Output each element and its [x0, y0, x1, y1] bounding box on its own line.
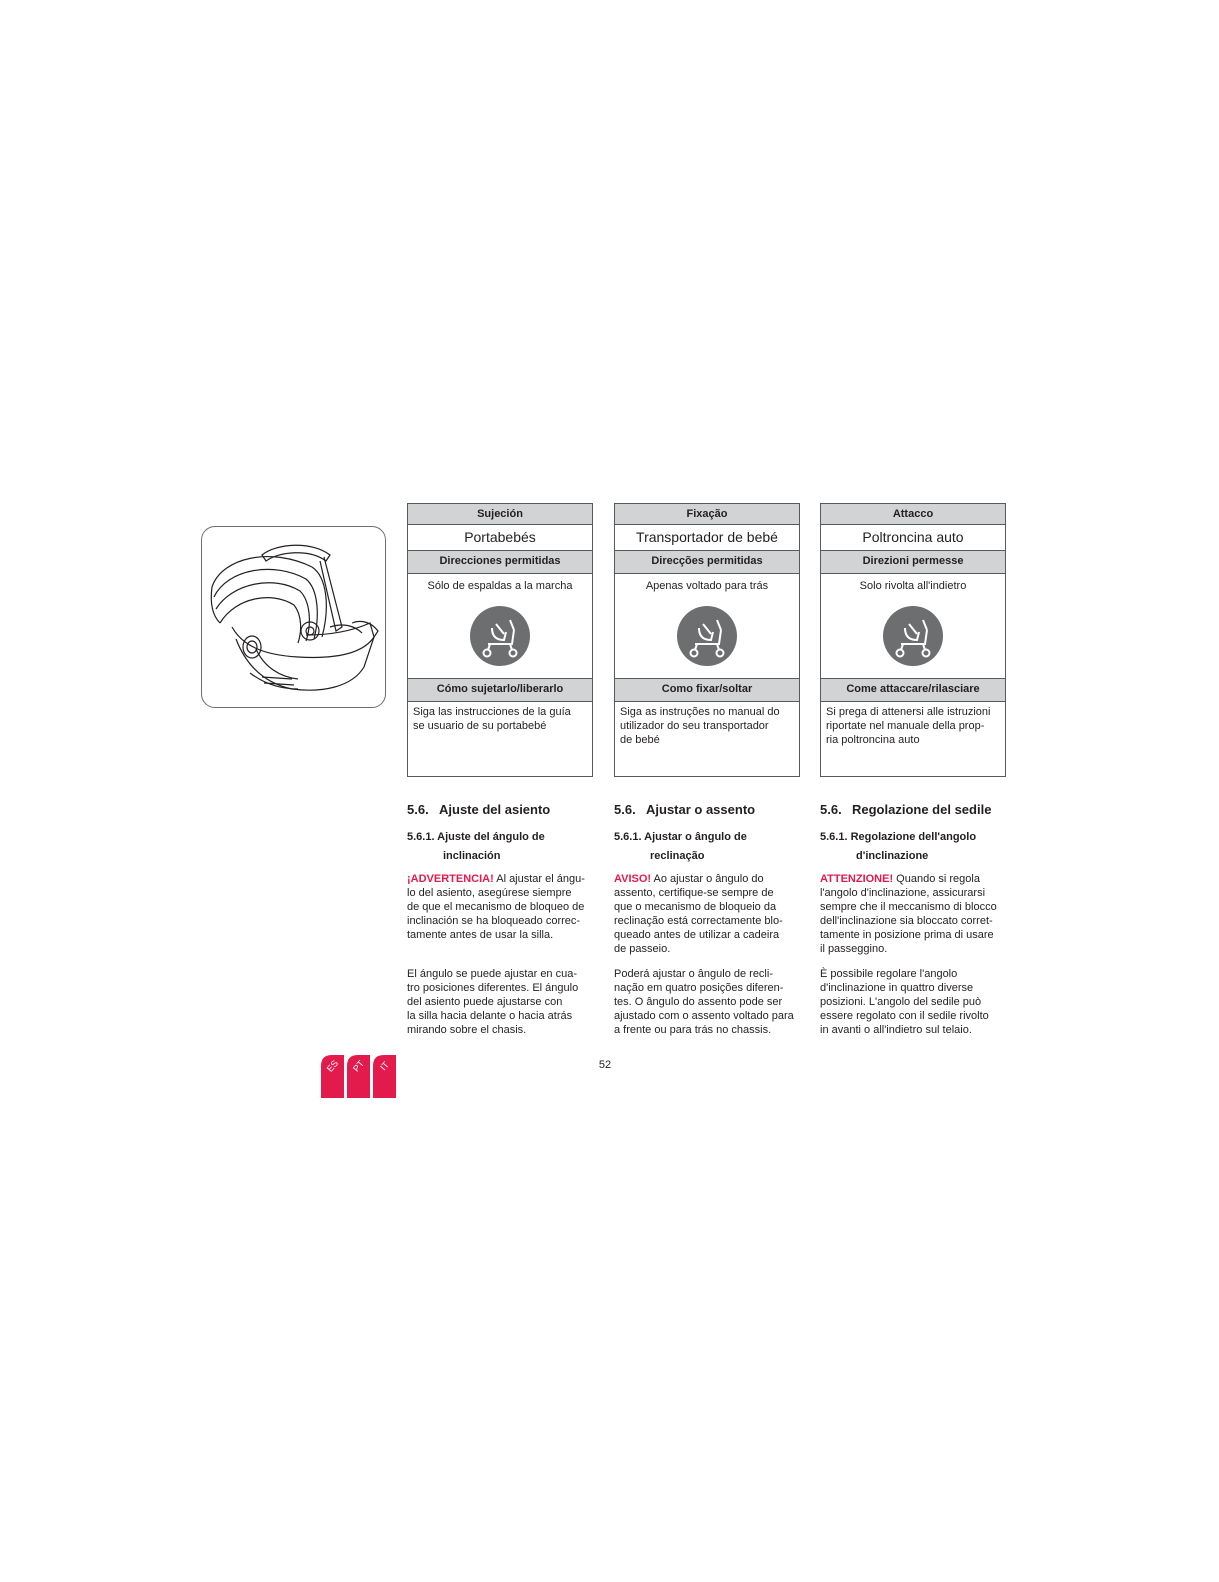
section-number: 5.6. — [614, 802, 636, 817]
warning-label: ATTENZIONE! — [820, 873, 894, 885]
attachment-table-it — [820, 503, 1006, 777]
car-seat-illustration — [201, 526, 386, 708]
text-line: sempre che il meccanismo di blocco — [820, 901, 997, 913]
text-line: l'angolo d'inclinazione, assicurarsi — [820, 887, 986, 899]
language-tab-label: PT — [350, 1058, 367, 1074]
section-column-pt — [614, 800, 804, 1036]
text-line: El ángulo se puede ajustar en cua- — [407, 968, 578, 980]
text-line: lo del asiento, asegúrese siempre — [407, 887, 572, 899]
warning-label: AVISO! — [614, 873, 652, 885]
subsection-line: reclinação — [650, 850, 705, 862]
table-header: Fixação — [615, 504, 799, 525]
subsection-line: 5.6.1. Ajustar o ângulo de — [614, 831, 747, 843]
how-to-text — [821, 702, 1005, 747]
section-number: 5.6. — [820, 802, 842, 817]
warning-paragraph — [820, 872, 1010, 956]
how-to-text — [615, 702, 799, 747]
section-heading — [820, 802, 1010, 817]
subsection-heading — [407, 828, 597, 866]
table-title: Transportador de bebé — [615, 525, 799, 551]
table-title: Portabebés — [408, 525, 592, 551]
attachment-table-es — [407, 503, 593, 777]
section-heading — [407, 802, 597, 817]
subsection-line: inclinación — [443, 850, 501, 862]
text-line: que o mecanismo de bloqueio da — [614, 901, 777, 913]
body-paragraph — [820, 967, 1010, 1037]
text-line: inclinación se ha bloqueado correc- — [407, 915, 581, 927]
text-line: il passeggino. — [820, 943, 888, 955]
subsection-line: d'inclinazione — [856, 850, 929, 862]
table-header: Attacco — [821, 504, 1005, 525]
text-line — [614, 872, 804, 886]
warning-text: Ao ajustar o ângulo do — [651, 873, 764, 885]
text-line: ria poltroncina auto — [826, 734, 920, 746]
permitted-directions-label: Direcções permitidas — [615, 551, 799, 574]
stroller-rear-facing-icon — [883, 606, 943, 666]
text-line: de bebé — [620, 734, 660, 746]
text-line: del asiento puede ajustarse con — [407, 996, 563, 1008]
stroller-rear-facing-icon — [470, 606, 530, 666]
language-tab-pt — [347, 1055, 370, 1098]
text-line: mirando sobre el chasis. — [407, 1024, 527, 1036]
text-line: tamente in posizione prima di usare — [820, 929, 994, 941]
text-line: Si prega di attenersi alle istruzioni — [826, 706, 991, 718]
subsection-line: 5.6.1. Ajuste del ángulo de — [407, 831, 545, 843]
text-line: Siga las instrucciones de la guía — [413, 706, 571, 718]
text-line: riportate nel manuale della prop- — [826, 720, 985, 732]
text-line: tamente antes de usar la silla. — [407, 929, 554, 941]
how-to-label: Come attaccare/rilasciare — [821, 679, 1005, 702]
text-line: Poderá ajustar o ângulo de recli- — [614, 968, 773, 980]
text-line: ajustado com o assento voltado para — [614, 1010, 794, 1022]
language-tab-es — [321, 1055, 344, 1098]
subsection-line: 5.6.1. Regolazione dell'angolo — [820, 831, 977, 843]
section-number: 5.6. — [407, 802, 429, 817]
direction-text: Solo rivolta all'indietro — [859, 580, 967, 592]
table-header: Sujeción — [408, 504, 592, 525]
language-tab-label: IT — [378, 1059, 391, 1073]
language-tab-it — [373, 1055, 396, 1098]
text-line: se usuario de su portabebé — [413, 720, 547, 732]
direction-cell — [821, 574, 1005, 679]
subsection-heading — [820, 828, 1010, 866]
section-column-es — [407, 800, 597, 1036]
permitted-directions-label: Direzioni permesse — [821, 551, 1005, 574]
permitted-directions-label: Direcciones permitidas — [408, 551, 592, 574]
text-line: tes. O ângulo do assento pode ser — [614, 996, 783, 1008]
warning-text: Al ajustar el ángu- — [493, 873, 585, 885]
warning-paragraph — [407, 872, 597, 942]
text-line: in avanti o all'indietro sul telaio. — [820, 1024, 972, 1036]
stroller-rear-facing-icon — [677, 606, 737, 666]
section-column-it — [820, 800, 1010, 1036]
text-line — [820, 872, 1010, 886]
text-line: reclinação está correctamente blo- — [614, 915, 783, 927]
section-title: Ajustar o assento — [646, 802, 756, 817]
text-line: nação em quatro posições diferen- — [614, 982, 784, 994]
text-line: dell'inclinazione sia bloccato corret- — [820, 915, 993, 927]
attachment-table-pt — [614, 503, 800, 777]
direction-text: Apenas voltado para trás — [645, 580, 769, 592]
text-line: queado antes de utilizar a cadeira — [614, 929, 780, 941]
text-line: de passeio. — [614, 943, 671, 955]
direction-cell — [615, 574, 799, 679]
text-line: posizioni. L'angolo del sedile può — [820, 996, 982, 1008]
subsection-heading — [614, 828, 804, 866]
warning-paragraph — [614, 872, 804, 956]
section-title: Regolazione del sedile — [852, 802, 992, 817]
body-paragraph — [614, 967, 804, 1037]
page-number: 52 — [598, 1059, 612, 1071]
text-line: Siga as instruções no manual do — [620, 706, 780, 718]
text-line: utilizador do seu transportador — [620, 720, 769, 732]
warning-label: ¡ADVERTENCIA! — [407, 873, 494, 885]
text-line: a frente ou para trás no chassis. — [614, 1024, 772, 1036]
section-heading — [614, 802, 804, 817]
text-line: la silla hacia delante o hacia atrás — [407, 1010, 573, 1022]
text-line: tro posiciones diferentes. El ángulo — [407, 982, 579, 994]
section-title: Ajuste del asiento — [439, 802, 551, 817]
warning-text: Quando si regola — [893, 873, 980, 885]
text-line: d'inclinazione in quattro diverse — [820, 982, 974, 994]
body-paragraph — [407, 967, 597, 1037]
how-to-text — [408, 702, 592, 733]
text-line: de que el mecanismo de bloqueo de — [407, 901, 585, 913]
how-to-label: Como fixar/soltar — [615, 679, 799, 702]
text-line: È possibile regolare l'angolo — [820, 968, 958, 980]
how-to-label: Cómo sujetarlo/liberarlo — [408, 679, 592, 702]
direction-cell — [408, 574, 592, 679]
text-line: assento, certifique-se sempre de — [614, 887, 774, 899]
language-tab-label: ES — [324, 1058, 341, 1074]
text-line — [407, 872, 597, 886]
table-title: Poltroncina auto — [821, 525, 1005, 551]
infant-car-seat-icon — [202, 527, 387, 709]
text-line: essere regolato con il sedile rivolto — [820, 1010, 989, 1022]
direction-text: Sólo de espaldas a la marcha — [427, 580, 573, 592]
